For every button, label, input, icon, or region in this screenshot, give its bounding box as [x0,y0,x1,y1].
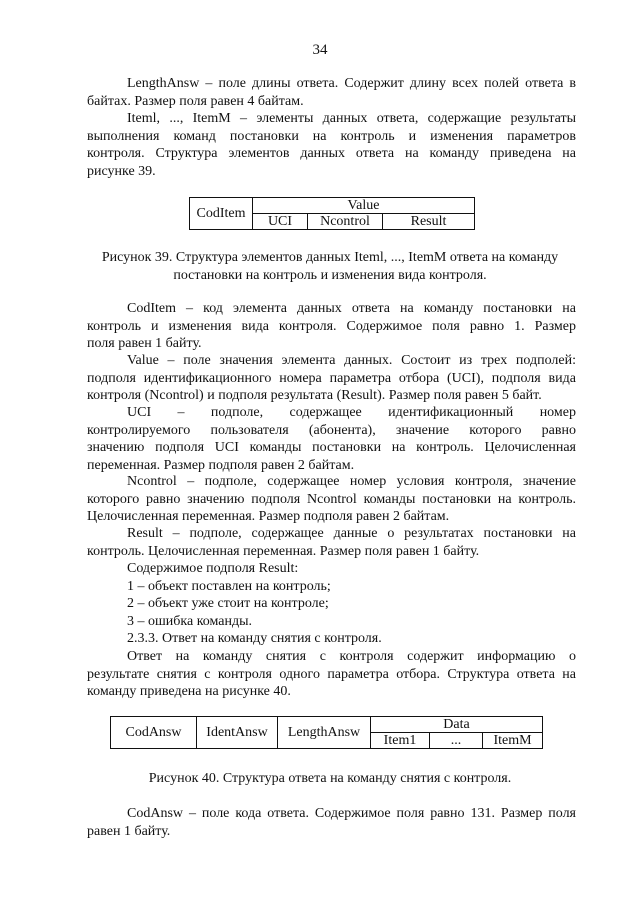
text-line: выполнения команд постановки на контроль и изменения параметров [87,128,576,144]
ncontrol-cell: Ncontrol [308,214,383,230]
figure-39-table [189,197,475,230]
text-line: контроль и изменения вида контроля. Содержимое поля равно 1. Размер [87,318,576,334]
caption-line: Рисунок 40. Структура ответа на команду снятия с контроля. [148,771,512,786]
text-line: контроля. Структура элементов данных ответа на команду приведена на [87,146,576,161]
text-line: Iteml, ..., ItemM – элементы данных ответа, содержащие результаты [127,111,576,126]
text-line: подполя идентификационного номера параметра отбора (UCI), подполя вида [87,370,576,386]
value-header-cell: Value [253,198,475,214]
text-line: Ответ на команду снятия с контроля содержит информацию о [127,649,576,664]
coditem-description [87,300,576,353]
result-cell: Result [383,214,475,230]
figure-40-table [110,716,543,749]
list-heading: Содержимое подполя Result: [127,561,299,576]
text-line: рисунке 39. [87,163,156,179]
text-line: поля равен 1 байту. [87,336,202,351]
coditem-cell: CodItem [190,198,253,230]
length-answ-paragraph [87,75,576,110]
text-line: Value – поле значения элемента данных. Состоит из трех подполей: [127,353,576,368]
figure-40-caption [70,770,590,788]
caption-line: Рисунок 39. Структура элементов данных Iteml, ..., ItemM ответа на команду [101,250,559,265]
figure-39-caption [70,249,590,285]
text-line: Целочисленная переменная. Размер подполя равен 2 байтам. [87,509,450,524]
text-line: контролируемого пользователя (абонента), значение которого равно [87,422,576,438]
uci-cell: UCI [253,214,308,230]
text-line: CodItem – код элемента данных ответа на команду постановки на [127,301,576,316]
item1-cell: Item1 [371,733,430,749]
list-item: 3 – ошибка команды. [127,613,253,629]
text-line: байтах. Размер поля равен 4 байтам. [87,93,304,109]
list-item: 1 – объект поставлен на контроль; [127,578,331,594]
text-line: Ncontrol – подполе, содержащее номер условия контроля, значение [127,474,576,489]
section-heading [87,630,576,648]
value-description [87,352,576,405]
text-line: команду приведена на рисунке 40. [87,684,291,699]
identansw-cell: IdentAnsw [197,717,278,749]
text-line: значению подполя UCI команды постановки на контроль. Целочисленная [87,440,576,455]
lengthansw-cell: LengthAnsw [278,717,371,749]
text-line: контроля (Ncontrol) и подполя результата (Result). Размер поля равен 5 байт. [87,388,542,403]
result-description [87,525,576,560]
heading-text: 2.3.3. Ответ на команду снятия с контроля. [127,631,382,646]
text-line: которого равно значению подполя Ncontrol команды постановки на контроль. [87,491,576,507]
caption-line: постановки на контроль и изменения вида контроля. [173,268,487,283]
uci-description [87,404,576,474]
text-line: CodAnsw – поле кода ответа. Содержимое поля равно 131. Размер поля [127,806,576,821]
data-header-cell: Data [371,717,543,733]
text-line: Result – подполе, содержащее данные о результатах постановки на [127,526,576,541]
section-text [87,648,576,701]
ncontrol-description [87,473,576,526]
text-line: LengthAnsw – поле длины ответа. Содержит длину всех полей ответа в [127,76,576,91]
codansw-cell: CodAnsw [111,717,197,749]
text-line: UCI – подполе, содержащее идентификационный номер [127,405,576,420]
itemm-cell: ItemM [483,733,543,749]
text-line: результате снятия с контроля одного параметра отбора. Структура ответа на [87,666,576,682]
page-number: 34 [312,42,328,58]
items-paragraph [87,110,576,180]
codansw-description [87,805,576,840]
list-item: 2 – объект уже стоит на контроле; [127,596,329,611]
text-line: контроль. Целочисленная переменная. Размер поля равен 1 байту. [87,543,480,559]
text-line: равен 1 байту. [87,823,171,839]
text-line: переменная. Размер подполя равен 2 байтам. [87,457,355,473]
result-contents [87,560,576,630]
dots-cell: ... [430,733,483,749]
